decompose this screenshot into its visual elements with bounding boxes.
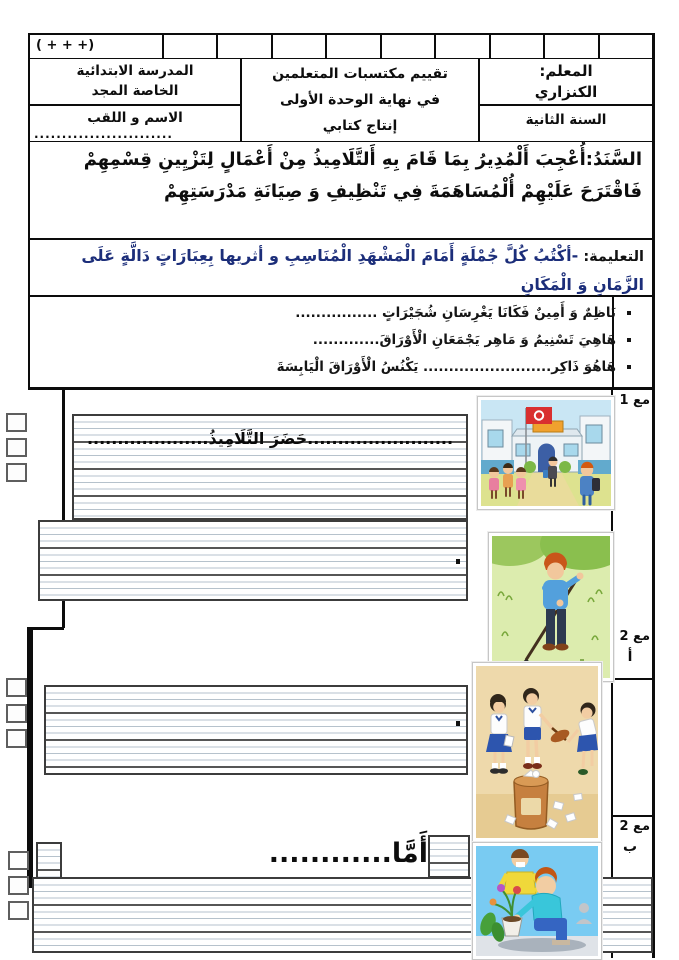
criterion-label-1: مع 1 <box>619 393 650 408</box>
score-cells-row <box>28 33 654 60</box>
ink-dot <box>456 721 460 726</box>
frame-left-thick-bar <box>27 627 33 887</box>
school-name-line1: المدرسة الابتدائية <box>76 63 194 79</box>
evaluation-title-line1: تقييم مكتسبات المتعلمين <box>272 66 448 82</box>
scene4-image-boys-planting <box>472 842 602 960</box>
score-cell[interactable] <box>216 35 270 58</box>
score-cell[interactable] <box>434 35 488 58</box>
criterion-label-2b: مع 2 <box>619 819 650 834</box>
rubric-checkbox[interactable] <box>8 876 29 895</box>
scene3-image-pupils-collecting-papers <box>472 662 602 842</box>
sanad-block <box>28 142 654 240</box>
sentence-list <box>98 300 638 381</box>
rubric-checkbox[interactable] <box>8 851 29 870</box>
score-cell[interactable] <box>325 35 379 58</box>
school-entrance-illustration <box>481 400 611 506</box>
student-name-label: الاسم و اللقب <box>87 110 183 126</box>
score-cell[interactable] <box>598 35 652 58</box>
criterion-sub-a: أ <box>627 649 633 665</box>
writing-strip-scene4-right[interactable] <box>428 835 470 878</box>
teacher-label: المعلم: <box>539 62 593 80</box>
criterion-label-2a: مع 2 <box>619 629 650 644</box>
instruction-text: -أكْتُبُ كُلَّ جُمْلَةٍ أَمَامَ الْمَشْهَدِ الْمُنَاسِبِ و أثريها بِعِبَارَاتٍ دَالَّةٍ عَلَى الزَّمَانِ وَ الْمَكَانِ <box>81 246 644 294</box>
score-cell[interactable] <box>271 35 325 58</box>
scene2-image-boy-raking <box>488 532 614 682</box>
rubric-checkbox[interactable] <box>6 678 27 697</box>
writing-area-scene3[interactable] <box>44 685 468 775</box>
sanad-label: السَّنَدُ: <box>585 149 642 170</box>
writing-area-scene2[interactable] <box>38 520 468 601</box>
school-name-line2: الخاصة المجد <box>91 83 179 99</box>
ink-dot <box>456 559 460 564</box>
margin-cell-line <box>611 815 652 817</box>
header-teacher-column <box>480 59 652 141</box>
score-plus-label: ( + + +) <box>36 38 95 53</box>
grade-label: السنة الثانية <box>525 112 607 128</box>
score-cell[interactable] <box>543 35 597 58</box>
scene4-answer-text: أَمَّا............ <box>268 838 428 869</box>
score-cell[interactable] <box>380 35 434 58</box>
instruction-label: التعليمة: <box>583 249 644 265</box>
sentence-item: ▪ هَاهِيَ تَسْنِيمُ وَ مَاهِر يَجْمَعَانِ الْأَوْرَاقَ............. <box>98 327 616 354</box>
rubric-checkbox[interactable] <box>6 463 27 482</box>
rubric-checkbox[interactable] <box>6 729 27 748</box>
instruction-block <box>28 240 654 297</box>
scene1-answer-text: ........................حَضَرَ التَّلَامِيذُ.................... <box>86 429 454 448</box>
score-cell[interactable] <box>489 35 543 58</box>
rubric-checkbox[interactable] <box>8 901 29 920</box>
rubric-checkbox[interactable] <box>6 438 27 457</box>
pupils-collecting-illustration <box>476 666 598 838</box>
boys-planting-illustration <box>476 846 598 956</box>
evaluation-subject: إنتاج كتابي <box>322 118 398 134</box>
rubric-checkbox[interactable] <box>6 704 27 723</box>
header-school-column <box>30 59 240 141</box>
rubric-checkbox[interactable] <box>6 413 27 432</box>
frame-left-jog <box>28 627 64 630</box>
writing-area-scene1[interactable] <box>72 414 468 520</box>
evaluation-title-line2: في نهاية الوحدة الأولى <box>279 92 441 108</box>
student-name-field[interactable]: ......................... <box>34 127 173 141</box>
teacher-name: الكنزاري <box>534 83 598 101</box>
sentence-item: ▪ نَاظِمٌ وَ أَمِينٌ فَكَانَا يَغْرِسَانِ شُجَيْرَاتٍ ................ <box>98 300 616 327</box>
score-cell[interactable] <box>162 35 216 58</box>
margin-cell-line <box>611 678 652 680</box>
sanad-text: أُعْجِبَ أَلْمُدِيرُ بِمَا قَامَ بِهِ أَلتَّلَامِيذُ مِنْ أَعْمَالٍ لِتَزْيِينِ قِسْمِهِمْ فَاقْتَرَحَ عَلَيْهِمْ أُلْمُسَاهَمَةَ فِي تَنْظِيفِ وَ صِيَانَةِ مَدْرَسَتِهِمْ <box>83 149 642 202</box>
sentences-block <box>28 297 654 390</box>
header-table <box>28 59 654 143</box>
scene1-image-school-entrance <box>477 396 615 510</box>
sentence-item: ▪ هَاهُوَ ذَاكِر......................... يَكْنُسُ الْأَوْرَاقَ الْيَابِسَةَ <box>98 354 616 381</box>
boy-raking-illustration <box>492 536 610 678</box>
criterion-sub-b: ب <box>622 839 638 855</box>
header-evaluation-column <box>240 59 480 141</box>
